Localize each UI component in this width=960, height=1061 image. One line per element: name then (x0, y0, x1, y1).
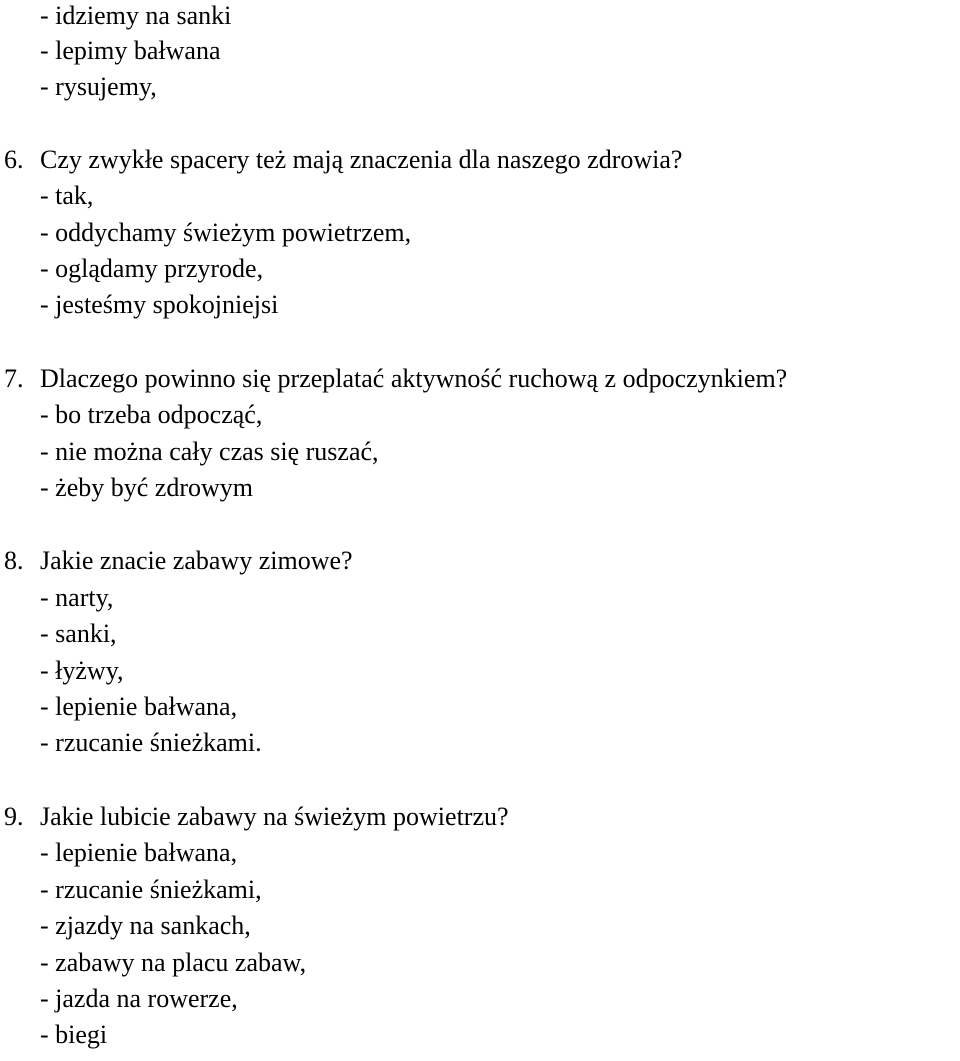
question-8-answer-4: - lepienie bałwana, (40, 692, 238, 721)
question-6-text: Czy zwykłe spacery też mają znaczenia dla naszego zdrowia? (40, 145, 683, 174)
question-9-answer-6: - biegi (40, 1020, 108, 1049)
intro-answer-3: - rysujemy, (40, 72, 157, 101)
question-9-answer-3: - zjazdy na sankach, (40, 911, 251, 940)
question-9-text: Jakie lubicie zabawy na świeżym powietrzu? (40, 802, 509, 831)
question-7-number: 7. (4, 364, 24, 393)
question-7-answer-3: - żeby być zdrowym (40, 473, 253, 502)
question-9-answer-1: - lepienie bałwana, (40, 838, 238, 867)
question-6-answer-4: - jesteśmy spokojniejsi (40, 290, 279, 319)
question-8-answer-1: - narty, (40, 583, 114, 612)
question-7-answer-1: - bo trzeba odpocząć, (40, 400, 263, 429)
question-8-answer-2: - sanki, (40, 619, 117, 648)
question-6-answer-2: - oddychamy świeżym powietrzem, (40, 218, 412, 247)
question-8-answer-5: - rzucanie śnieżkami. (40, 728, 262, 757)
question-6-answer-3: - oglądamy przyrode, (40, 254, 264, 283)
question-9-number: 9. (4, 802, 24, 831)
question-8-text: Jakie znacie zabawy zimowe? (40, 546, 353, 575)
intro-answer-2: - lepimy bałwana (40, 36, 221, 65)
question-6-answer-1: - tak, (40, 181, 94, 210)
question-8-number: 8. (4, 546, 24, 575)
question-9-answer-5: - jazda na rowerze, (40, 984, 238, 1013)
question-7-text: Dlaczego powinno się przeplatać aktywność ruchową z odpoczynkiem? (40, 364, 788, 393)
question-6-number: 6. (4, 145, 24, 174)
question-8-answer-3: - łyżwy, (40, 656, 124, 685)
intro-answer-1: - idziemy na sanki (40, 1, 232, 30)
question-9-answer-2: - rzucanie śnieżkami, (40, 875, 262, 904)
question-9-answer-4: - zabawy na placu zabaw, (40, 948, 307, 977)
question-7-answer-2: - nie można cały czas się ruszać, (40, 437, 379, 466)
